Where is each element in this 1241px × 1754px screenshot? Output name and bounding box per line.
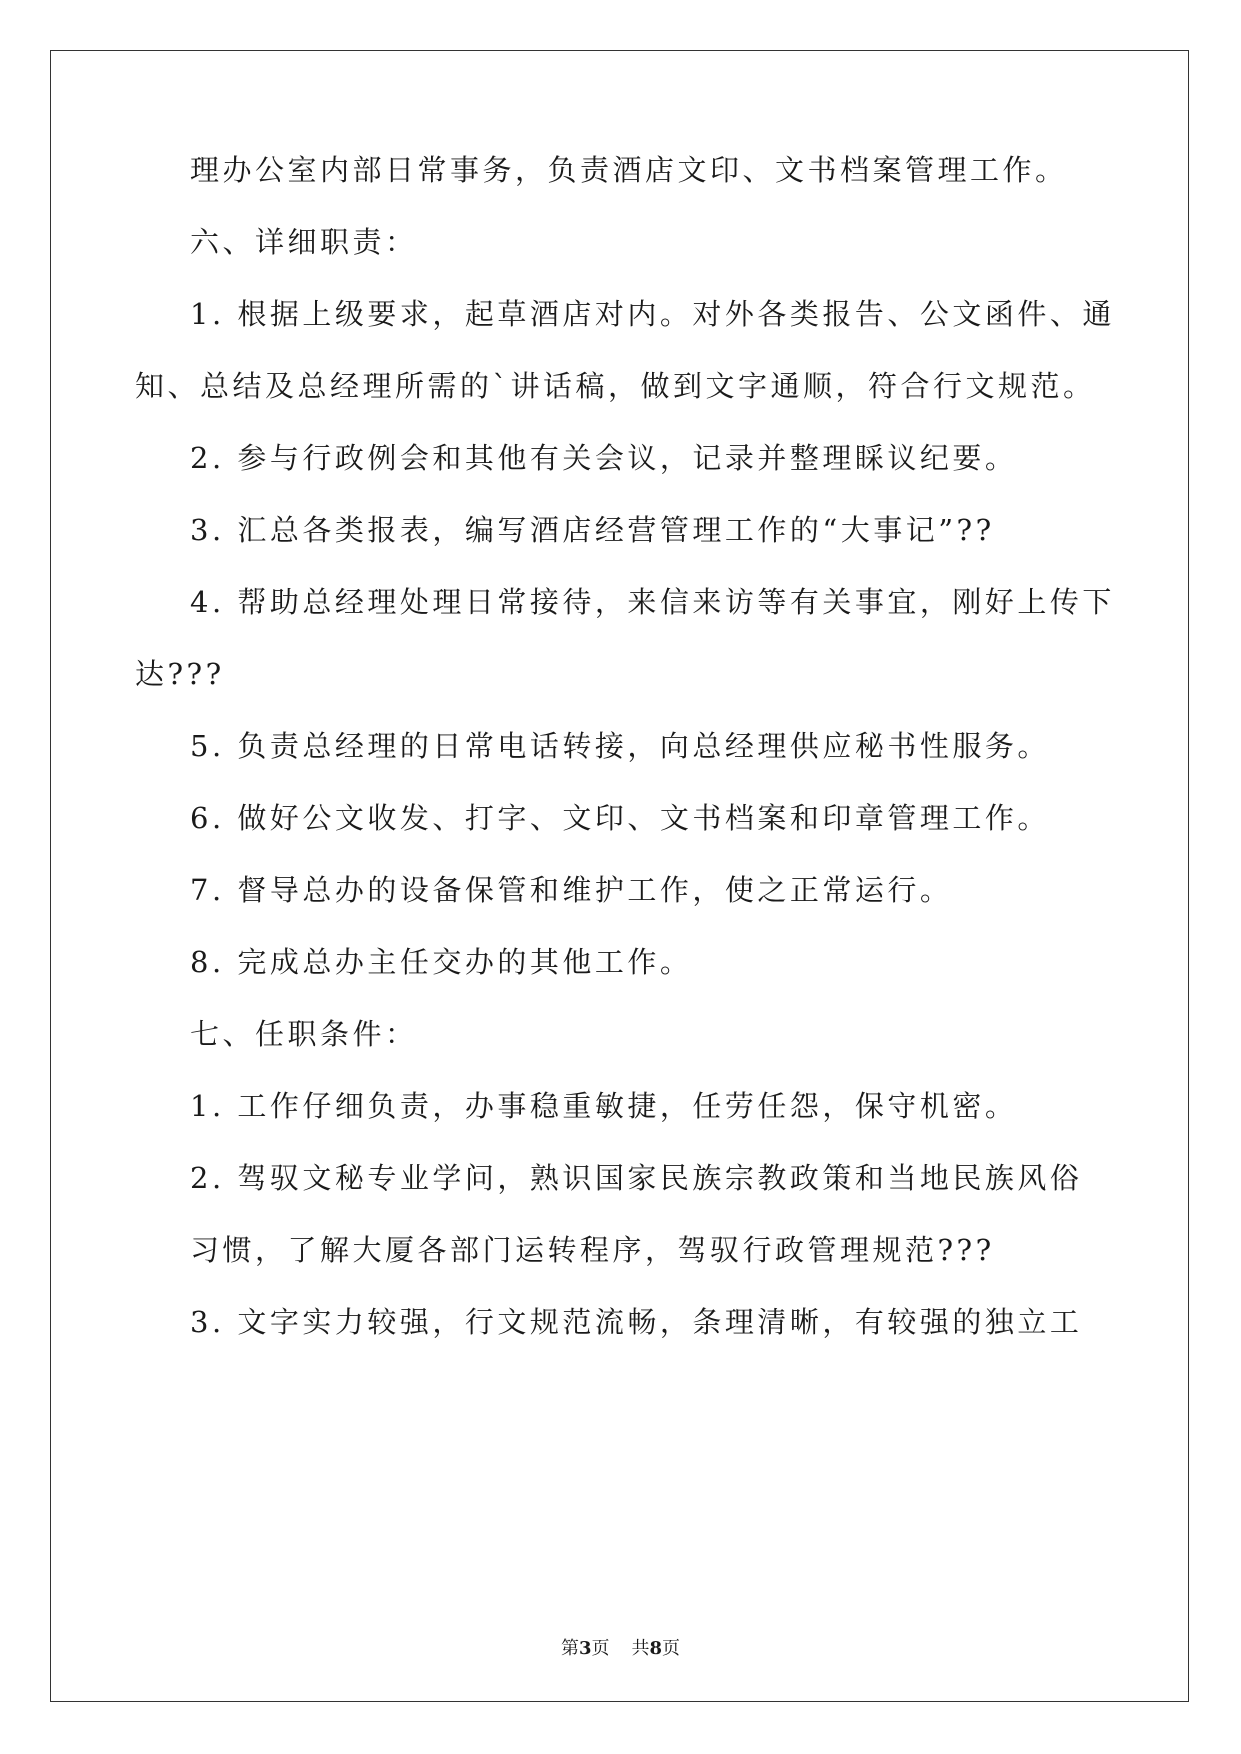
- duty-item-7: 7. 督导总办的设备保管和维护工作，使之正常运行。: [190, 873, 953, 907]
- duty-item-1-line-1: 1. 根据上级要求，起草酒店对内。对外各类报告、公文函件、通: [190, 297, 1115, 331]
- requirement-item-2-line-2: 习惯，了解大厦各部门运转程序，驾驭行政管理规范???: [190, 1233, 995, 1267]
- page-prefix: 第: [560, 1638, 579, 1659]
- duty-item-3: 3. 汇总各类报表，编写酒店经营管理工作的“大事记”??: [190, 513, 995, 547]
- requirement-item-3-line-1: 3. 文字实力较强，行文规范流畅，条理清晰，有较强的独立工: [190, 1305, 1083, 1339]
- requirement-item-1: 1. 工作仔细负责，办事稳重敏捷，任劳任怨，保守机密。: [190, 1089, 1018, 1123]
- page-footer: [0, 1637, 1241, 1661]
- text-line-1: 理办公室内部日常事务，负责酒店文印、文书档案管理工作。: [190, 153, 1068, 187]
- duty-item-8: 8. 完成总办主任交办的其他工作。: [190, 945, 693, 979]
- duty-item-2: 2. 参与行政例会和其他有关会议，记录并整理睬议纪要。: [190, 441, 1018, 475]
- total-pages: 8: [649, 1638, 663, 1659]
- total-suffix: 页: [662, 1638, 681, 1659]
- duty-item-5: 5. 负责总经理的日常电话转接，向总经理供应秘书性服务。: [190, 729, 1050, 763]
- duty-item-4-line-1: 4. 帮助总经理处理日常接待，来信来访等有关事宜，刚好上传下: [190, 585, 1115, 619]
- total-prefix: 共: [631, 1638, 650, 1659]
- page-suffix: 页: [591, 1638, 610, 1659]
- requirement-item-2-line-1: 2. 驾驭文秘专业学问，熟识国家民族宗教政策和当地民族风俗: [190, 1161, 1083, 1195]
- section-heading-requirements: 七、任职条件：: [190, 1017, 418, 1051]
- page-number: 3: [578, 1638, 592, 1659]
- duty-item-4-line-2: 达???: [135, 657, 225, 691]
- section-heading-duties: 六、详细职责：: [190, 225, 418, 259]
- duty-item-1-line-2: 知、总结及总经理所需的`讲话稿，做到文字通顺，符合行文规范。: [135, 369, 1096, 403]
- duty-item-6: 6. 做好公文收发、打字、文印、文书档案和印章管理工作。: [190, 801, 1050, 835]
